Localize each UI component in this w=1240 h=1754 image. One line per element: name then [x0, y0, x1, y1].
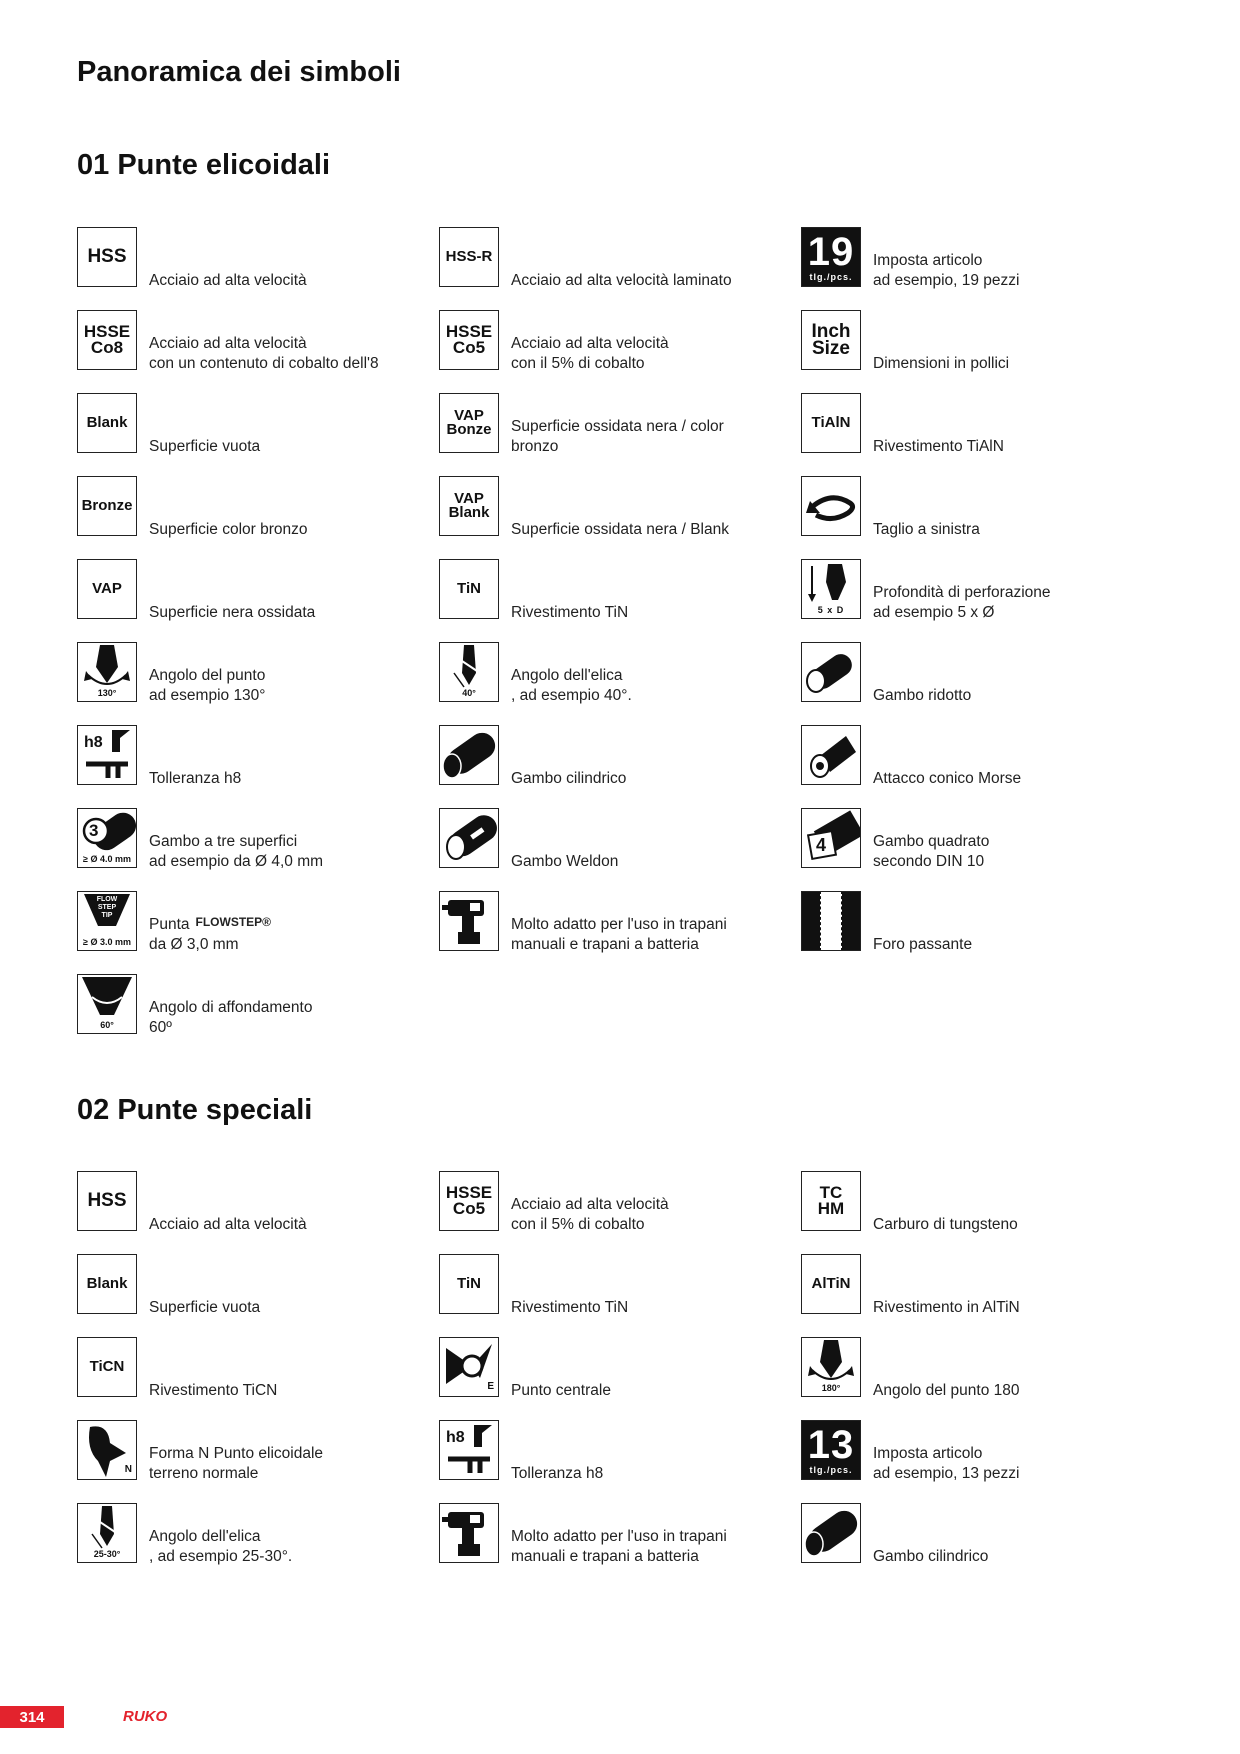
symbol-description	[873, 1547, 1163, 1567]
description-line: Gambo a tre superfici	[149, 833, 298, 850]
symbol-description	[873, 832, 1163, 872]
description-line: Superficie ossidata nera / color	[511, 418, 724, 435]
square-shank-icon	[801, 808, 861, 868]
symbol-item	[439, 476, 799, 540]
symbol-item	[439, 393, 799, 457]
symbol-item	[77, 310, 437, 374]
symbol-description	[511, 1381, 801, 1401]
page-number: 314	[0, 1706, 64, 1728]
description-line: Punto centrale	[511, 1382, 611, 1399]
icon-label: Bronze	[81, 497, 133, 515]
symbol-description	[149, 271, 439, 291]
icon-label: VAP	[454, 407, 484, 425]
symbol-description	[873, 354, 1163, 374]
symbol-description	[511, 603, 801, 623]
symbol-description	[511, 915, 801, 955]
icon-label: 25-30°	[78, 1549, 136, 1559]
icon-label: HSSE	[83, 322, 131, 342]
through-hole-icon	[801, 891, 861, 951]
symbol-description	[511, 1195, 801, 1235]
description-line: Molto adatto per l'uso in trapani	[511, 916, 727, 933]
symbol-description	[873, 583, 1163, 623]
icon-label: Co5	[452, 1199, 486, 1218]
icon-label: TiAlN	[811, 414, 851, 432]
icon-label: 4	[816, 835, 827, 855]
symbol-item	[77, 891, 437, 955]
symbol-item	[77, 642, 437, 706]
description-line: Angolo del punto 180	[873, 1382, 1020, 1399]
icon-label: HSSE	[445, 322, 493, 342]
description-line: ad esempio da Ø 4,0 mm	[149, 853, 324, 870]
symbol-item	[77, 974, 437, 1038]
description-line: , ad esempio 40°.	[511, 687, 632, 704]
symbol-item	[77, 1171, 437, 1235]
symbol-item	[801, 310, 1161, 374]
icon-label: HSS	[87, 246, 127, 268]
icon-label: FLOW	[96, 896, 118, 903]
symbol-item	[77, 227, 437, 291]
description-line: Rivestimento TiN	[511, 1299, 629, 1316]
description-line: con il 5% di cobalto	[511, 1216, 645, 1233]
symbol-item	[439, 642, 799, 706]
icon-unit: tlg./pcs.	[809, 1465, 853, 1475]
cylindrical-shank-icon	[801, 1503, 861, 1563]
description-line: Superficie vuota	[149, 438, 261, 455]
description-line: Gambo Weldon	[511, 853, 619, 870]
icon-label: Co5	[452, 338, 486, 357]
symbol-description	[511, 271, 801, 291]
description-line: Tolleranza h8	[511, 1465, 604, 1482]
icon-unit: tlg./pcs.	[809, 272, 853, 282]
description-line: Acciaio ad alta velocità	[149, 335, 307, 352]
description-line: ad esempio, 13 pezzi	[873, 1465, 1020, 1482]
symbol-description	[149, 1298, 439, 1318]
description-line: Superficie nera ossidata	[149, 604, 316, 621]
description-line: Angolo dell'elica	[511, 667, 623, 684]
description-line: Molto adatto per l'uso in trapani	[511, 1528, 727, 1545]
icon-label: TiCN	[89, 1358, 125, 1376]
vap-bonze-icon	[439, 393, 499, 453]
icon-label: STEP	[97, 904, 117, 911]
description-line: 60º	[149, 1019, 172, 1036]
symbol-item	[77, 1337, 437, 1401]
icon-label: 60°	[78, 1020, 136, 1030]
description-line: Punta FLOWSTEP®	[149, 915, 272, 933]
hsse-co5-icon	[439, 1171, 499, 1231]
symbol-description	[149, 603, 439, 623]
description-line: Foro passante	[873, 936, 973, 953]
symbol-item	[439, 1254, 799, 1318]
symbol-item	[801, 1254, 1161, 1318]
symbol-item	[439, 891, 799, 955]
tolerance-h8-icon	[439, 1420, 499, 1480]
symbol-description	[511, 852, 801, 872]
symbol-item	[801, 808, 1161, 872]
pieces-19-icon	[801, 227, 861, 287]
icon-label: Bonze	[446, 421, 492, 438]
description-line: Dimensioni in pollici	[873, 355, 1010, 372]
description-line: manuali e trapani a batteria	[511, 936, 699, 953]
left-cut-icon	[801, 476, 861, 536]
description-line: terreno normale	[149, 1465, 259, 1482]
symbol-description	[149, 1381, 439, 1401]
center-point-icon	[439, 1337, 499, 1397]
description-line: con il 5% di cobalto	[511, 355, 645, 372]
icon-label: Size	[811, 338, 851, 359]
symbol-description	[873, 1381, 1163, 1401]
symbol-item	[77, 1420, 437, 1484]
description-line: ad esempio 130°	[149, 687, 266, 704]
icon-label: AlTiN	[811, 1275, 851, 1293]
cordless-drill-icon	[439, 891, 499, 951]
icon-label: h8	[84, 734, 103, 751]
vap-blank-icon	[439, 476, 499, 536]
symbol-item	[439, 1337, 799, 1401]
icon-label: Blank	[86, 1275, 128, 1293]
symbol-description	[511, 666, 801, 706]
icon-label: E	[487, 1381, 494, 1392]
ticn-icon	[77, 1337, 137, 1397]
description-line: ad esempio, 19 pezzi	[873, 272, 1020, 289]
symbol-description	[149, 769, 439, 789]
symbol-item	[77, 1503, 437, 1567]
symbol-item	[801, 1503, 1161, 1567]
symbol-item	[439, 310, 799, 374]
symbol-description	[149, 1444, 439, 1484]
description-line: ad esempio 5 x Ø	[873, 604, 995, 621]
icon-label: TiN	[457, 580, 481, 598]
helix-angle-icon	[77, 1503, 137, 1563]
icon-label: 5 x D	[817, 605, 845, 615]
hsse-co8-icon	[77, 310, 137, 370]
description-line: Gambo quadrato	[873, 833, 990, 850]
symbol-description	[511, 1298, 801, 1318]
hss-r-icon	[439, 227, 499, 287]
description-line: Acciaio ad alta velocità	[511, 1196, 669, 1213]
icon-label: TiN	[457, 1275, 481, 1293]
symbol-description	[873, 1298, 1163, 1318]
symbol-description	[149, 334, 439, 374]
inch-size-icon	[801, 310, 861, 370]
brand-logo: RUKO	[123, 1708, 168, 1725]
symbol-description	[873, 686, 1163, 706]
symbol-item	[801, 642, 1161, 706]
symbol-item	[77, 808, 437, 872]
icon-label: VAP	[454, 490, 484, 508]
countersink-angle-icon	[77, 974, 137, 1034]
cordless-drill-icon	[439, 1503, 499, 1563]
symbol-item	[801, 1420, 1161, 1484]
symbol-description	[511, 334, 801, 374]
three-flat-shank-icon	[77, 808, 137, 868]
symbol-description	[149, 666, 439, 706]
description-line: Imposta articolo	[873, 252, 983, 269]
symbol-item	[801, 227, 1161, 291]
description-line: Rivestimento in AlTiN	[873, 1299, 1020, 1316]
symbol-item	[439, 227, 799, 291]
point-angle-icon	[801, 1337, 861, 1397]
icon-label: 130°	[78, 688, 136, 698]
description-line: manuali e trapani a batteria	[511, 1548, 699, 1565]
description-line: Rivestimento TiN	[511, 604, 629, 621]
symbol-description	[149, 1215, 439, 1235]
point-angle-icon	[77, 642, 137, 702]
symbol-item	[77, 725, 437, 789]
description-line: Acciaio ad alta velocità	[511, 335, 669, 352]
description-line: Gambo ridotto	[873, 687, 972, 704]
description-line: Gambo cilindrico	[873, 1548, 989, 1565]
symbol-description	[149, 915, 439, 955]
symbol-description	[873, 1215, 1163, 1235]
description-line: Acciaio ad alta velocità	[149, 272, 307, 289]
morse-taper-icon	[801, 725, 861, 785]
description-line: Superficie ossidata nera / Blank	[511, 521, 729, 538]
description-line: , ad esempio 25-30°.	[149, 1548, 293, 1565]
description-line: Taglio a sinistra	[873, 521, 980, 538]
icon-label: HM	[817, 1199, 845, 1218]
symbol-description	[149, 437, 439, 457]
symbol-item	[801, 476, 1161, 540]
symbol-description	[873, 935, 1163, 955]
symbol-description	[873, 769, 1163, 789]
description-line: Rivestimento TiAlN	[873, 438, 1004, 455]
description-line: Carburo di tungsteno	[873, 1216, 1018, 1233]
vap-icon	[77, 559, 137, 619]
symbol-description	[511, 769, 801, 789]
flowstep-icon	[77, 891, 137, 951]
icon-label: VAP	[92, 580, 122, 598]
hss-icon	[77, 1171, 137, 1231]
symbol-item	[439, 559, 799, 623]
icon-label: h8	[446, 1429, 465, 1446]
description-line: Imposta articolo	[873, 1445, 983, 1462]
brand-label: FLOWSTEP®	[195, 915, 272, 929]
cylindrical-shank-icon	[439, 725, 499, 785]
bronze-icon	[77, 476, 137, 536]
icon-number: 13	[807, 1423, 855, 1467]
symbol-item	[77, 559, 437, 623]
tolerance-h8-icon	[77, 725, 137, 785]
symbol-item	[801, 393, 1161, 457]
icon-label: 180°	[802, 1383, 860, 1393]
description-line: Rivestimento TiCN	[149, 1382, 278, 1399]
reduced-shank-icon	[801, 642, 861, 702]
description-line: Angolo del punto	[149, 667, 266, 684]
description-line: bronzo	[511, 438, 559, 455]
icon-label: 40°	[440, 688, 498, 698]
section-title-punte-elicoidali: 01 Punte elicoidali	[77, 149, 331, 181]
icon-label: 3	[89, 821, 99, 840]
symbol-description	[873, 437, 1163, 457]
symbol-item	[439, 725, 799, 789]
altin-icon	[801, 1254, 861, 1314]
description-line: Superficie vuota	[149, 1299, 261, 1316]
symbol-item	[801, 891, 1161, 955]
tin-icon	[439, 559, 499, 619]
symbol-item	[77, 476, 437, 540]
icon-label: Blank	[448, 504, 490, 521]
symbol-item	[801, 559, 1161, 623]
icon-label: HSS	[87, 1190, 127, 1212]
description-line: Acciaio ad alta velocità laminato	[511, 272, 732, 289]
description-line: con un contenuto di cobalto dell'8	[149, 355, 379, 372]
symbol-description	[149, 1527, 439, 1567]
symbol-item	[801, 1337, 1161, 1401]
symbol-item	[439, 1171, 799, 1235]
weldon-shank-icon	[439, 808, 499, 868]
description-line: Tolleranza h8	[149, 770, 242, 787]
icon-label: Co8	[90, 338, 124, 357]
description-line: Profondità di perforazione	[873, 584, 1051, 601]
symbol-description	[873, 1444, 1163, 1484]
form-n-icon	[77, 1420, 137, 1480]
icon-label: HSS-R	[445, 248, 493, 266]
description-line: da Ø 3,0 mm	[149, 936, 239, 953]
icon-label: Blank	[86, 414, 128, 432]
symbol-item	[77, 1254, 437, 1318]
hss-icon	[77, 227, 137, 287]
description-line: Acciaio ad alta velocità	[149, 1216, 307, 1233]
section-title-punte-speciali: 02 Punte speciali	[77, 1094, 313, 1126]
tc-hm-icon	[801, 1171, 861, 1231]
description-line: Angolo dell'elica	[149, 1528, 261, 1545]
symbol-description	[149, 832, 439, 872]
icon-label: ≥ Ø 3.0 mm	[78, 937, 136, 947]
symbol-item	[439, 1503, 799, 1567]
icon-label: TC	[819, 1183, 843, 1203]
description-line: Gambo cilindrico	[511, 770, 627, 787]
symbol-item	[77, 393, 437, 457]
symbol-item	[801, 725, 1161, 789]
icon-label: HSSE	[445, 1183, 493, 1203]
symbol-description	[511, 417, 801, 457]
icon-label: N	[124, 1464, 132, 1475]
icon-label: TIP	[101, 912, 113, 919]
hsse-co5-icon	[439, 310, 499, 370]
icon-label: Inch	[811, 320, 851, 342]
symbol-item	[439, 1420, 799, 1484]
symbol-description	[511, 520, 801, 540]
description-line: Superficie color bronzo	[149, 521, 308, 538]
symbol-item	[439, 808, 799, 872]
tin-icon	[439, 1254, 499, 1314]
blank-icon	[77, 1254, 137, 1314]
symbol-description	[149, 998, 439, 1038]
drilling-depth-icon	[801, 559, 861, 619]
pieces-13-icon	[801, 1420, 861, 1480]
symbol-description	[511, 1464, 801, 1484]
icon-label: ≥ Ø 4.0 mm	[78, 854, 136, 864]
symbol-description	[149, 520, 439, 540]
symbol-description	[873, 251, 1163, 291]
tialn-icon	[801, 393, 861, 453]
description-line: Attacco conico Morse	[873, 770, 1022, 787]
page-title: Panoramica dei simboli	[77, 56, 401, 88]
icon-number: 19	[807, 230, 855, 274]
helix-angle-icon	[439, 642, 499, 702]
description-line: secondo DIN 10	[873, 853, 985, 870]
blank-icon	[77, 393, 137, 453]
symbol-description	[511, 1527, 801, 1567]
description-line: Angolo di affondamento	[149, 999, 313, 1016]
symbol-item	[801, 1171, 1161, 1235]
description-line: Forma N Punto elicoidale	[149, 1445, 324, 1462]
symbol-description	[873, 520, 1163, 540]
